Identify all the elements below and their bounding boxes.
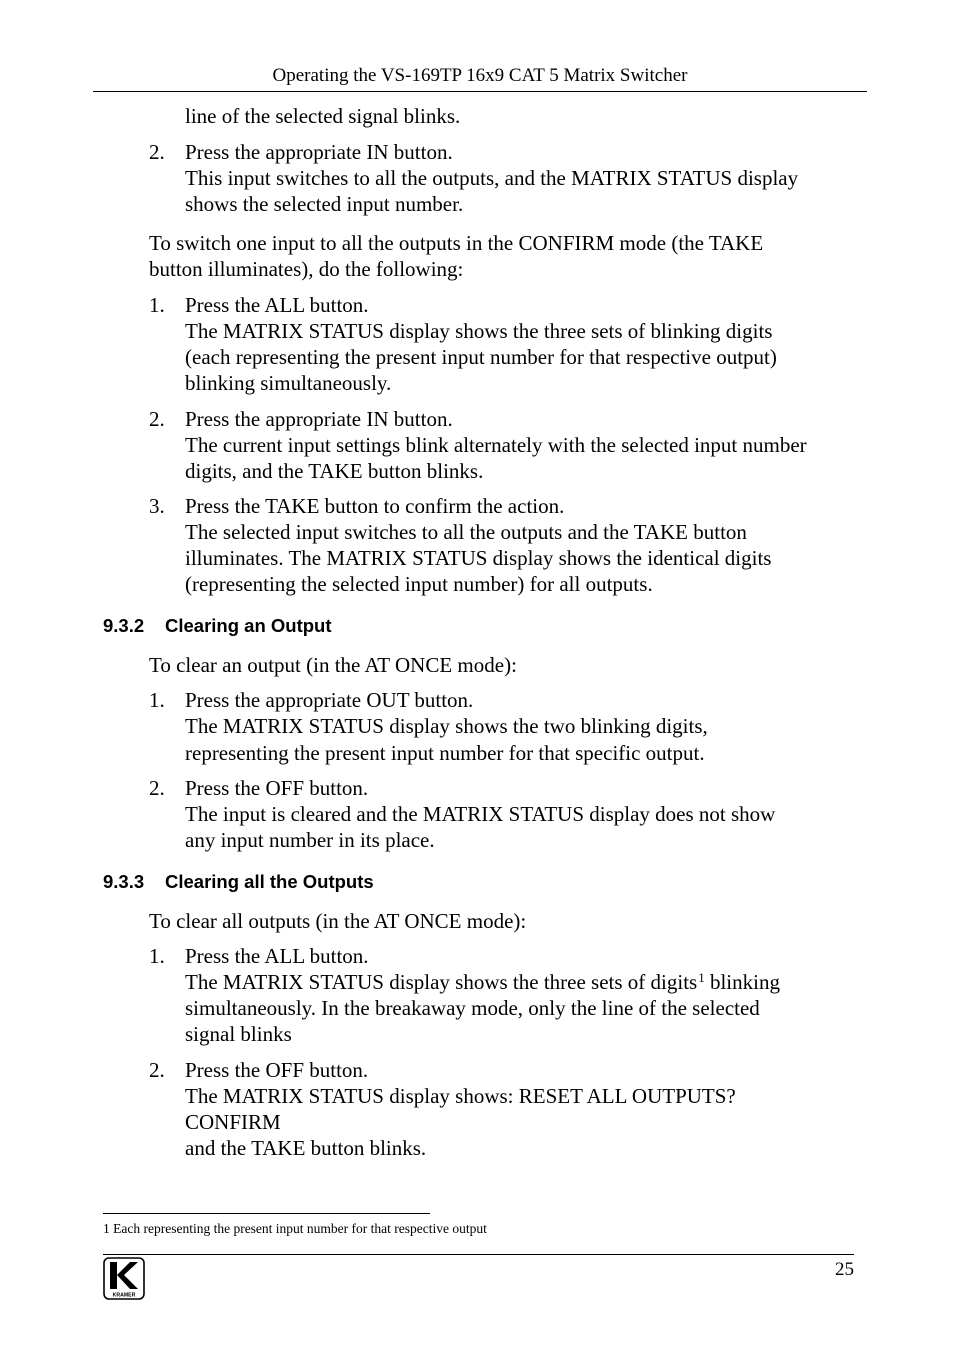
step-title: Press the TAKE button to confirm the action. — [185, 494, 565, 518]
step-number: 3. — [149, 494, 165, 518]
paragraph: To clear all outputs (in the AT ONCE mode): — [149, 909, 527, 933]
step-description: simultaneously. In the breakaway mode, only the line of the selected — [185, 996, 760, 1020]
footnote-rule — [103, 1213, 430, 1214]
step-title: Press the appropriate OUT button. — [185, 688, 474, 712]
step-description: The MATRIX STATUS display shows the two blinking digits, — [185, 714, 708, 738]
step-description: This input switches to all the outputs, and the MATRIX STATUS display — [185, 166, 799, 190]
step-number: 2. — [149, 776, 165, 800]
step-description: shows the selected input number. — [185, 192, 464, 216]
step-number: 1. — [149, 944, 165, 968]
paragraph: To clear an output (in the AT ONCE mode): — [149, 653, 517, 677]
step-title: Press the OFF button. — [185, 1058, 369, 1082]
footnote-text: 1 Each representing the present input number for that respective output — [103, 1221, 487, 1236]
step-description: signal blinks — [185, 1022, 292, 1046]
section-heading — [103, 614, 332, 638]
step-description: representing the present input number for that specific output. — [185, 741, 705, 765]
page-number: 25 — [835, 1259, 854, 1280]
kramer-logo-icon — [103, 1257, 145, 1300]
header-rule — [93, 91, 867, 92]
step-title: Press the ALL button. — [185, 293, 369, 317]
step-description: The input is cleared and the MATRIX STATUS display does not show — [185, 802, 776, 826]
running-header: Operating the VS-169TP 16x9 CAT 5 Matrix Switcher — [272, 65, 688, 86]
step-description: blinking simultaneously. — [185, 371, 392, 395]
paragraph: button illuminates), do the following: — [149, 257, 464, 281]
step-description: any input number in its place. — [185, 828, 435, 852]
step-description: and the TAKE button blinks. — [185, 1136, 427, 1160]
step-number: 2. — [149, 140, 165, 164]
step-description: The selected input switches to all the outputs and the TAKE button — [185, 520, 747, 544]
section-title: Clearing an Output — [165, 615, 332, 636]
section-number: 9.3.2 — [103, 615, 145, 636]
step-title: Press the OFF button. — [185, 776, 369, 800]
step-title: Press the appropriate IN button. — [185, 140, 453, 164]
step-text: blinking — [704, 970, 780, 994]
section-number: 9.3.3 — [103, 871, 145, 892]
step-description: The MATRIX STATUS display shows the three sets of blinking digits — [185, 319, 773, 343]
footnote-reference[interactable]: 1 — [698, 970, 705, 985]
step-description: (each representing the present input number for that respective output) — [185, 345, 777, 369]
step-text: The MATRIX STATUS display shows the three sets of digits — [185, 970, 698, 994]
step-description: The current input settings blink alternately with the selected input number — [185, 433, 807, 457]
step-title: Press the ALL button. — [185, 944, 369, 968]
continuation-line: line of the selected signal blinks. — [185, 104, 461, 128]
step-number: 2. — [149, 1058, 165, 1082]
step-description — [185, 969, 780, 995]
section-heading — [103, 870, 374, 894]
section-title: Clearing all the Outputs — [165, 871, 374, 892]
step-description: illuminates. The MATRIX STATUS display shows the identical digits — [185, 546, 772, 570]
logo-text: KRAMER — [112, 1292, 136, 1299]
step-title: Press the appropriate IN button. — [185, 407, 453, 431]
step-description: CONFIRM — [185, 1110, 281, 1134]
paragraph: To switch one input to all the outputs in the CONFIRM mode (the TAKE — [149, 231, 764, 255]
step-description: digits, and the TAKE button blinks. — [185, 459, 484, 483]
step-number: 2. — [149, 407, 165, 431]
step-description: The MATRIX STATUS display shows: RESET ALL OUTPUTS? — [185, 1084, 736, 1108]
step-description: (representing the selected input number) for all outputs. — [185, 572, 653, 596]
footer-rule — [103, 1254, 854, 1255]
step-number: 1. — [149, 293, 165, 317]
step-number: 1. — [149, 688, 165, 712]
